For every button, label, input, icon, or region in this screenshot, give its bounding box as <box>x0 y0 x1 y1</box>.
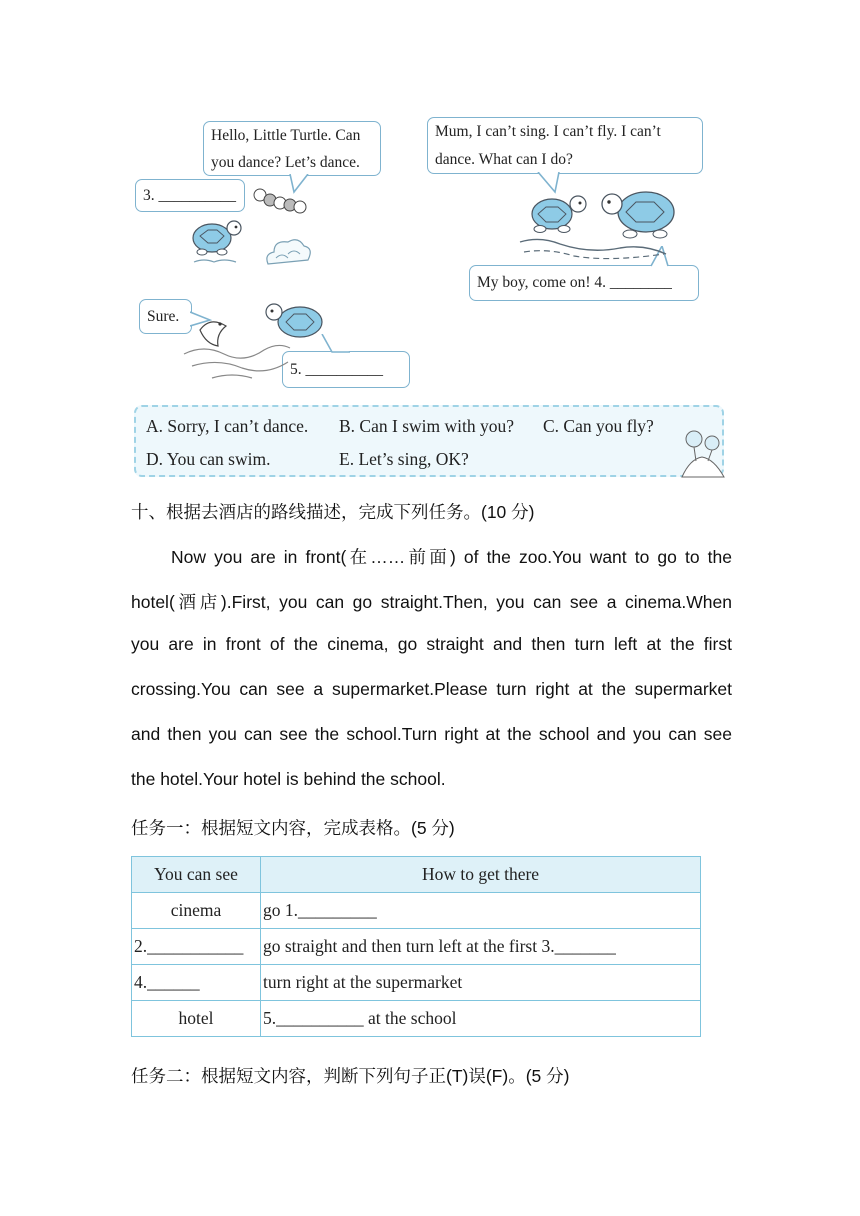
bush-illustration <box>264 236 312 268</box>
table-cell: cinema <box>132 893 261 929</box>
option-a: A. Sorry, I can’t dance. <box>146 416 309 436</box>
table-cell: 2.___________ <box>132 929 261 965</box>
speech-bubble-3: 3. __________ <box>135 179 245 212</box>
table-cell: 4.______ <box>132 965 261 1001</box>
table-cell: hotel <box>132 1001 261 1037</box>
table-cell: turn right at the supermarket <box>261 965 701 1001</box>
speech-bubble-4: My boy, come on! 4. ________ <box>469 265 699 301</box>
option-e: E. Let’s sing, OK? <box>339 449 469 469</box>
route-table <box>131 856 701 1037</box>
table-header-row <box>132 857 701 893</box>
bubble-mum-line-2: dance. What can I do? <box>435 151 573 168</box>
passage-line-2: hotel(酒店).First, you can go straight.Then, you can see a cinema.When <box>131 592 732 612</box>
speech-bubble-1 <box>203 121 381 176</box>
little-turtle-illustration <box>186 206 244 268</box>
option-d: D. You can swim. <box>146 449 271 469</box>
speech-bubble-5: 5. __________ <box>282 351 410 388</box>
header-you-can-see: You can see <box>132 857 261 893</box>
table-cell: 5.__________ at the school <box>261 1001 701 1037</box>
answer-options-box <box>134 405 724 477</box>
passage-line-5: and then you can see the school.Turn right at the school and you can see <box>131 724 732 744</box>
table-row <box>132 1001 701 1037</box>
passage-line-3: you are in front of the cinema, go straight and then turn left at the first <box>131 634 732 654</box>
option-b: B. Can I swim with you? <box>339 416 514 436</box>
swimming-turtle-illustration <box>264 294 330 346</box>
flower-decoration <box>676 427 730 481</box>
passage-line-6: the hotel.Your hotel is behind the school. <box>131 769 446 789</box>
bubble-mum-line-1: Mum, I can’t sing. I can’t fly. I can’t <box>435 123 661 140</box>
caterpillar-illustration <box>250 183 310 223</box>
bubble-1-line-1: Hello, Little Turtle. Can <box>211 127 361 144</box>
speech-bubble-mum <box>427 117 703 174</box>
speech-bubble-sure: Sure. <box>139 299 192 334</box>
header-how-to-get-there: How to get there <box>261 857 701 893</box>
option-c: C. Can you fly? <box>543 416 654 436</box>
task-2-heading: 任务二：根据短文内容，判断下列句子正(T)误(F)。(5 分) <box>131 1066 570 1086</box>
table-cell: go straight and then turn left at the first 3._______ <box>261 929 701 965</box>
table-row <box>132 965 701 1001</box>
table-row <box>132 893 701 929</box>
table-row <box>132 929 701 965</box>
table-cell: go 1._________ <box>261 893 701 929</box>
riverbank-illustration <box>518 234 668 264</box>
section-10-heading: 十、根据去酒店的路线描述，完成下列任务。(10 分) <box>131 502 535 522</box>
passage-line-1: Now you are in front(在……前面) of the zoo.You want to go to the <box>171 547 732 567</box>
baby-turtle-illustration <box>524 186 594 238</box>
task-1-heading: 任务一：根据短文内容，完成表格。(5 分) <box>131 818 455 838</box>
bubble-1-line-2: you dance? Let’s dance. <box>211 154 360 171</box>
passage-line-4: crossing.You can see a supermarket.Please turn right at the supermarket <box>131 679 732 699</box>
